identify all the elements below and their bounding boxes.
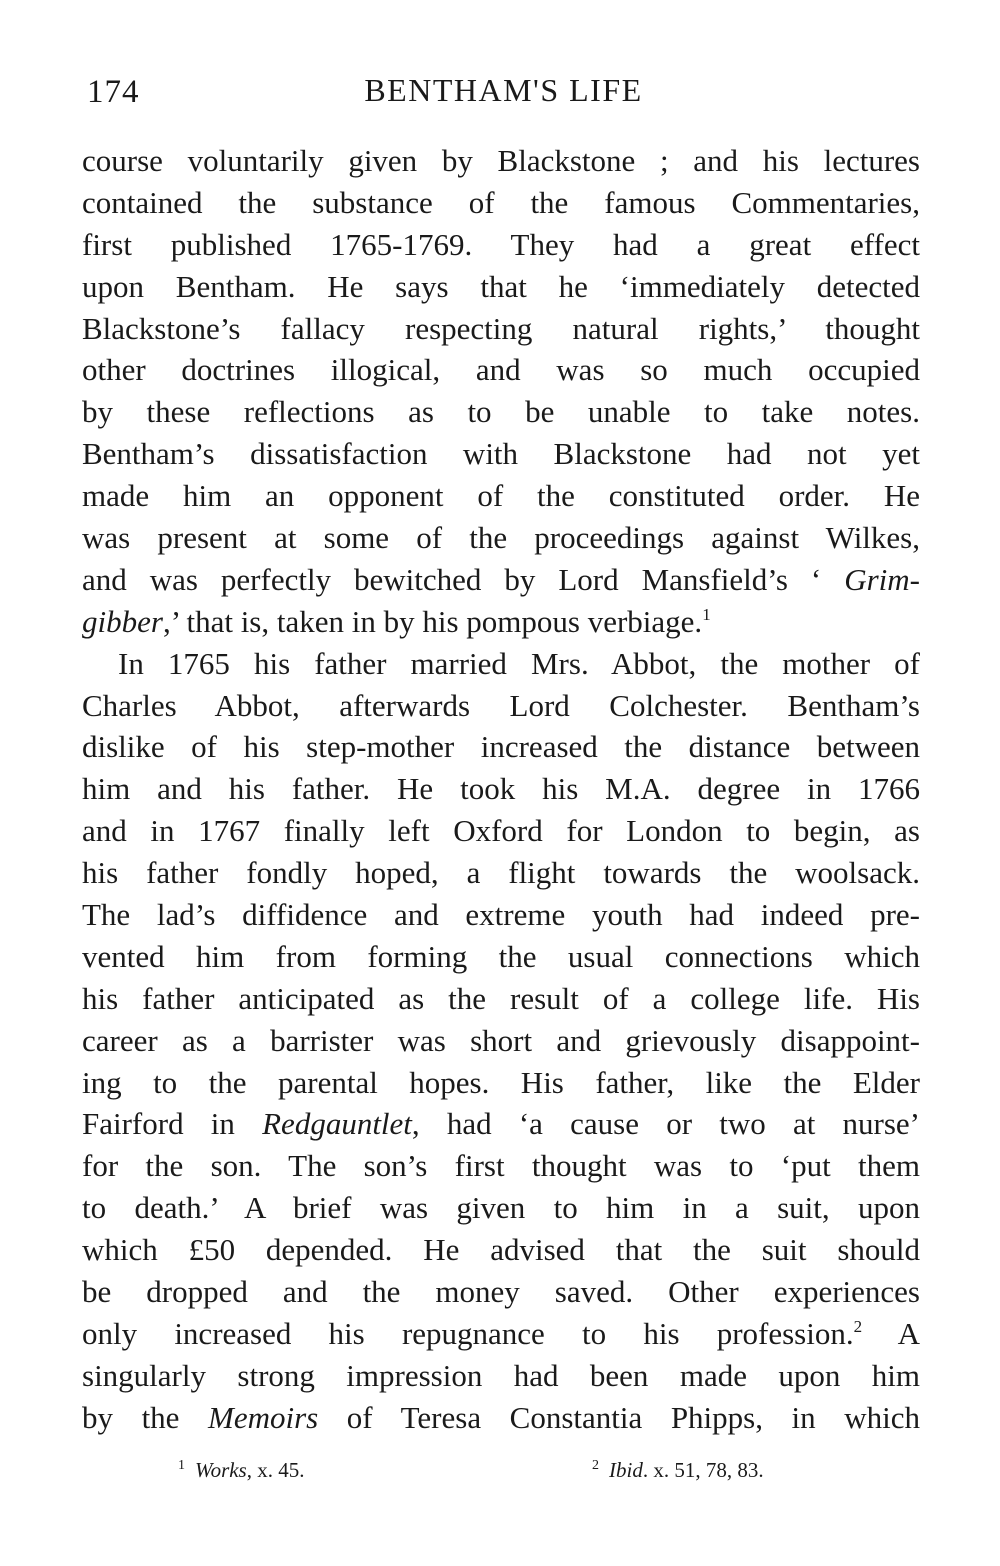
text-line: [82, 894, 920, 936]
text-run: ,’ that is, taken in by his pompous verbiage.: [162, 603, 703, 639]
text-line: [82, 852, 920, 894]
text-line: [82, 1062, 920, 1104]
text-run: Bentham’s dissatisfaction with Blackstone had not yet: [82, 436, 920, 472]
text-run: gibber: [82, 603, 163, 639]
text-line: [82, 1397, 920, 1439]
text-line: [82, 433, 920, 475]
footnote-number: 2: [592, 1458, 599, 1473]
text-run: made him an opponent of the constituted order. He: [82, 478, 920, 514]
text-line: [82, 140, 920, 182]
text-line: [82, 475, 920, 517]
text-line: [82, 726, 920, 768]
text-run: by these reflections as to be unable to take notes.: [82, 394, 920, 430]
text-run: for the son. The son’s first thought was to ‘put them: [82, 1148, 920, 1184]
text-run: which £50 depended. He advised that the suit should: [82, 1232, 920, 1268]
text-run: by the: [82, 1399, 209, 1435]
footnotes: [0, 1458, 1000, 1498]
body-text: [82, 140, 920, 1439]
text-line: [82, 978, 920, 1020]
text-line: [82, 601, 920, 643]
text-run: to death.’ A brief was given to him in a suit, upon: [82, 1190, 920, 1226]
text-run: Grim-: [844, 561, 920, 597]
text-line: [82, 768, 920, 810]
text-run: Charles Abbot, afterwards Lord Colchester. Bentham’s: [82, 687, 920, 723]
text-line: [82, 810, 920, 852]
text-line: [82, 643, 920, 685]
text-line: [82, 1187, 920, 1229]
text-run: singularly strong impression had been made upon him: [82, 1357, 920, 1393]
text-line: [82, 308, 920, 350]
text-run: upon Bentham. He says that he ‘immediately detected: [82, 268, 920, 304]
text-line: [82, 517, 920, 559]
running-title: BENTHAM'S LIFE: [364, 72, 643, 108]
page-header: [87, 68, 920, 118]
text-line: [82, 182, 920, 224]
footnote-2: [592, 1458, 764, 1483]
footnote-number: 1: [178, 1458, 185, 1473]
text-run: Memoirs: [208, 1399, 319, 1435]
text-run: him and his father. He took his M.A. degree in 1766: [82, 771, 920, 807]
text-run: course voluntarily given by Blackstone ; and his lectures: [82, 143, 920, 178]
text-line: [82, 685, 920, 727]
footnote-marker: 1: [702, 604, 711, 624]
text-line: [82, 1103, 920, 1145]
text-run: only increased his repugnance to his profession.: [82, 1315, 854, 1351]
text-line: [82, 1020, 920, 1062]
page-number: 174: [87, 74, 140, 110]
text-run: ing to the parental hopes. His father, like the Elder: [82, 1064, 920, 1100]
footnote-1: [178, 1458, 304, 1483]
text-run: Redgauntlet: [262, 1106, 412, 1142]
footnote-reference: Works: [195, 1458, 247, 1482]
text-run: Fairford in: [82, 1106, 263, 1142]
text-run: was present at some of the proceedings against Wilkes,: [82, 520, 920, 556]
text-run: other doctrines illogical, and was so much occupied: [82, 352, 920, 388]
text-run: vented him from forming the usual connections which: [82, 938, 920, 974]
text-run: dislike of his step-mother increased the distance between: [82, 729, 920, 765]
text-line: [82, 391, 920, 433]
text-line: [82, 266, 920, 308]
text-run: of Teresa Constantia Phipps, in which: [318, 1399, 920, 1435]
footnote-reference: Ibid: [609, 1458, 643, 1482]
text-line: [82, 1229, 920, 1271]
text-line: [82, 1313, 920, 1355]
text-run: and was perfectly bewitched by Lord Mansfield’s ‘: [82, 561, 845, 597]
text-line: [82, 559, 920, 601]
footnote-marker: 2: [853, 1316, 863, 1336]
text-run: and in 1767 finally left Oxford for London to begin, as: [82, 813, 920, 849]
text-run: A: [862, 1315, 920, 1351]
text-run: first published 1765-1769. They had a great effect: [82, 226, 920, 262]
text-run: his father fondly hoped, a flight towards the woolsack.: [82, 855, 920, 891]
text-run: , had ‘a cause or two at nurse’: [411, 1106, 920, 1142]
text-line: [82, 1355, 920, 1397]
text-run: be dropped and the money saved. Other experiences: [82, 1274, 920, 1310]
text-run: contained the substance of the famous Commentaries,: [82, 184, 920, 220]
text-run: The lad’s diffidence and extreme youth had indeed pre-: [82, 897, 920, 933]
footnote-citation: . x. 51, 78, 83.: [642, 1458, 764, 1482]
text-run: In 1765 his father married Mrs. Abbot, the mother of: [118, 645, 920, 681]
text-run: his father anticipated as the result of a college life. His: [82, 980, 920, 1016]
text-line: [82, 1271, 920, 1313]
text-line: [82, 349, 920, 391]
text-run: career as a barrister was short and grievously disappoint-: [82, 1022, 920, 1058]
text-line: [82, 1145, 920, 1187]
footnote-citation: , x. 45.: [246, 1458, 305, 1482]
text-run: Blackstone’s fallacy respecting natural rights,’ thought: [82, 310, 920, 346]
text-line: [82, 224, 920, 266]
text-line: [82, 936, 920, 978]
